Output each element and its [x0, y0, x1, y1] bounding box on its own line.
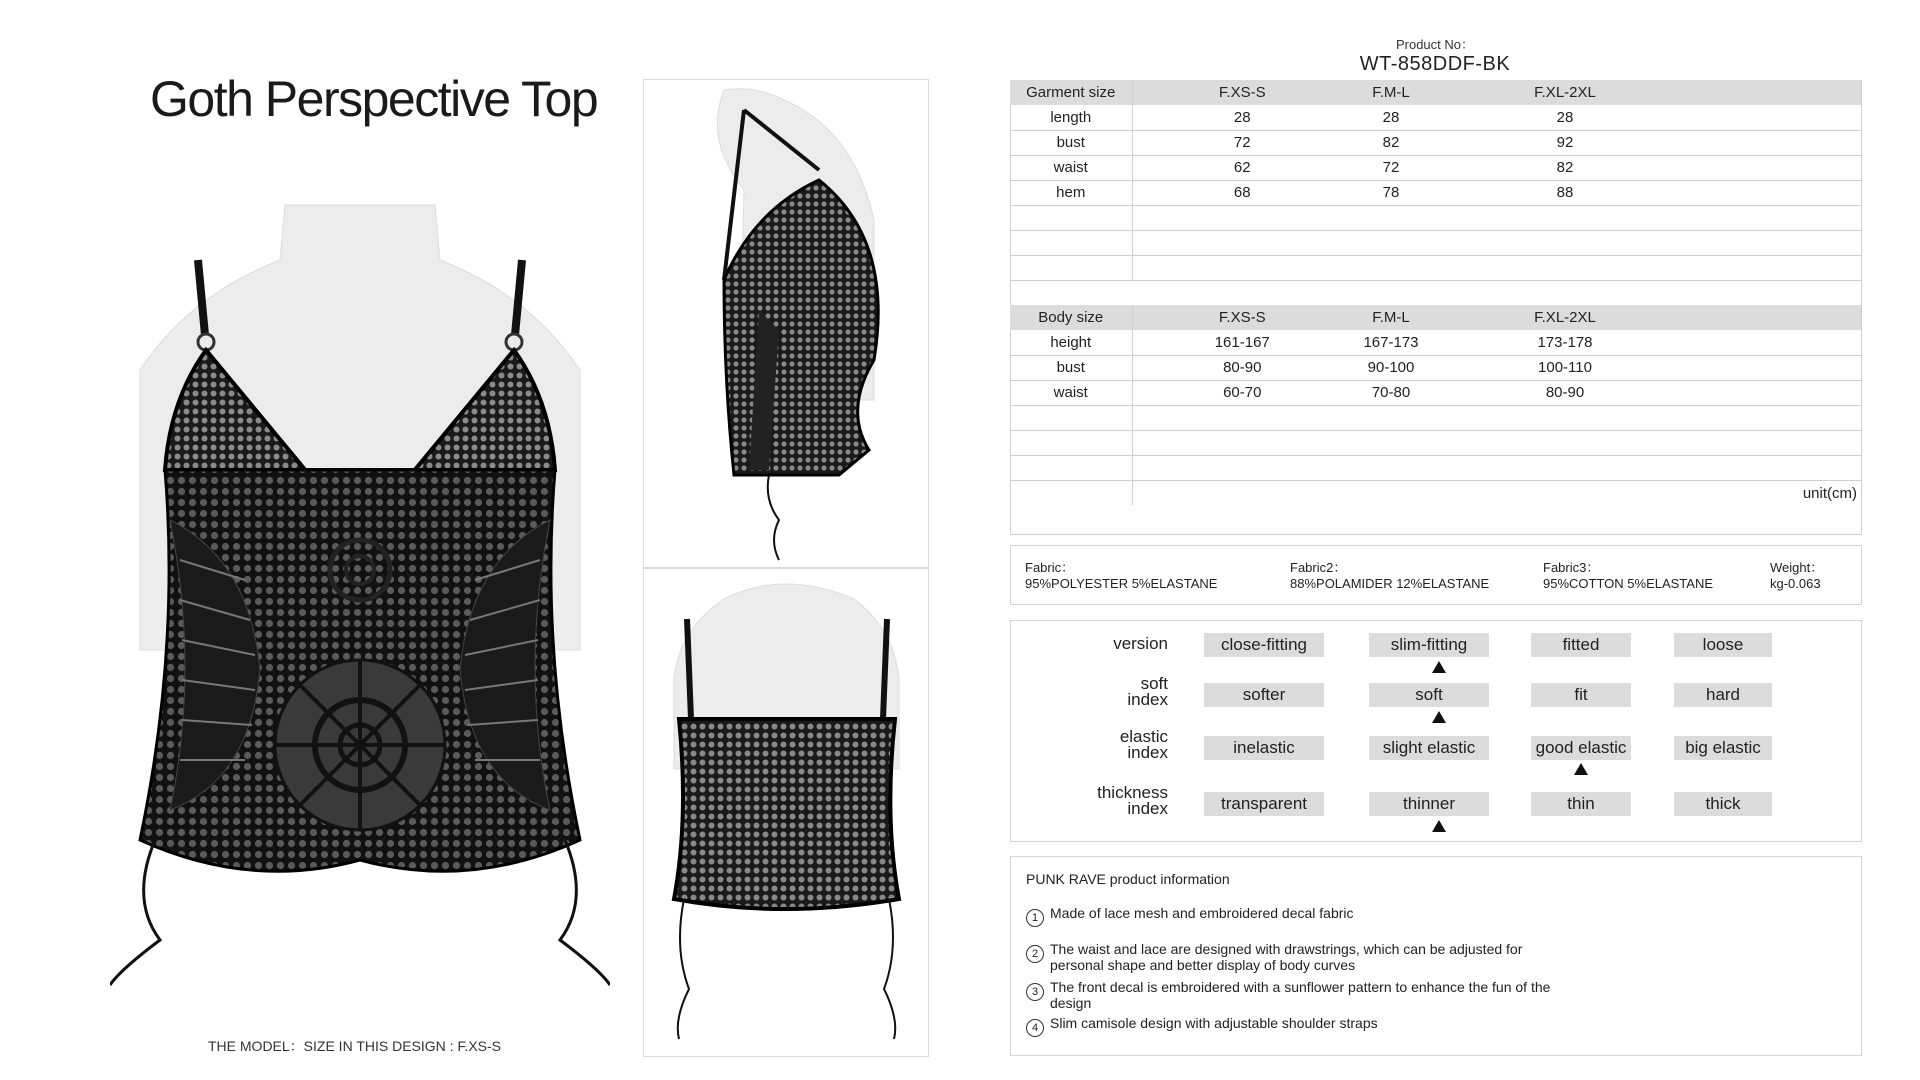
side-view-photo	[643, 79, 929, 568]
table-cell: 72	[1132, 130, 1352, 155]
table-cell: 100-110	[1430, 355, 1700, 380]
thickness-index-label: thickness index	[1097, 783, 1168, 818]
fabric-info	[1010, 545, 1862, 605]
table-row-empty	[1010, 230, 1861, 255]
table-row-empty	[1010, 205, 1861, 230]
circled-number: 4	[1026, 1019, 1044, 1037]
info-item-text: Slim camisole design with adjustable shoulder straps	[1050, 1015, 1378, 1031]
thickness-option: transparent	[1204, 792, 1324, 816]
soft-option: softer	[1204, 683, 1324, 707]
product-number-label: Product No：	[1395, 37, 1475, 52]
table-empty-cell	[1700, 380, 1861, 405]
table-cell: 78	[1352, 180, 1430, 205]
elastic-option: big elastic	[1674, 736, 1772, 760]
fabric-3	[1543, 560, 1713, 592]
main-product-photo	[110, 200, 610, 990]
table-cell: 82	[1352, 130, 1430, 155]
table-cell: 60-70	[1132, 380, 1352, 405]
fabric-label: Fabric2：	[1290, 560, 1347, 575]
table-empty-cell	[1700, 305, 1861, 330]
table-cell: height	[1010, 330, 1132, 355]
table-row	[1010, 330, 1861, 355]
table-empty-cell	[1700, 180, 1861, 205]
fabric-value: 95%POLYESTER 5%ELASTANE	[1025, 576, 1218, 591]
fabric-1	[1025, 560, 1217, 592]
info-title: PUNK RAVE product information	[1026, 871, 1230, 887]
table-cell: length	[1010, 105, 1132, 130]
product-info-panel	[1010, 856, 1862, 1056]
table-row	[1010, 380, 1861, 405]
table-header-cell: F.M-L	[1352, 305, 1430, 330]
table-cell: 28	[1352, 105, 1430, 130]
fabric-label: Fabric3：	[1543, 560, 1600, 575]
soft-index-label: soft index	[1127, 674, 1168, 709]
table-row	[1010, 130, 1861, 155]
info-item	[1026, 979, 1570, 1011]
product-number-value: WT-858DDF-BK	[1359, 53, 1511, 75]
table-row	[1010, 355, 1861, 380]
unit-label: unit(cm)	[1802, 485, 1857, 502]
table-cell: 62	[1132, 155, 1352, 180]
table-cell: 82	[1430, 155, 1700, 180]
fabric-2	[1290, 560, 1489, 592]
thickness-marker-icon	[1432, 820, 1446, 832]
info-item-text: Made of lace mesh and embroidered decal fabric	[1050, 905, 1354, 921]
table-row-empty	[1010, 455, 1861, 480]
table-header-cell: F.XS-S	[1132, 305, 1352, 330]
thickness-option: thinner	[1369, 792, 1489, 816]
fabric-label: Fabric：	[1025, 560, 1075, 575]
table-cell: bust	[1010, 130, 1132, 155]
version-label: version	[1113, 634, 1168, 653]
table-header-cell: Body size	[1010, 305, 1132, 330]
circled-number: 3	[1026, 983, 1044, 1001]
garment-size-table	[1010, 80, 1861, 281]
table-cell: 80-90	[1132, 355, 1352, 380]
thickness-option: thin	[1531, 792, 1631, 816]
info-item	[1026, 941, 1570, 973]
table-cell: 173-178	[1430, 330, 1700, 355]
table-row-empty	[1010, 405, 1861, 430]
info-item-text: The front decal is embroidered with a sunflower pattern to enhance the fun of the design	[1050, 979, 1551, 1011]
elastic-marker-icon	[1574, 763, 1588, 775]
table-empty-cell	[1700, 130, 1861, 155]
table-empty-cell	[1700, 355, 1861, 380]
thickness-option: thick	[1674, 792, 1772, 816]
table-row	[1010, 180, 1861, 205]
soft-marker-icon	[1432, 711, 1446, 723]
table-cell: 88	[1430, 180, 1700, 205]
garment-size-header-row	[1010, 80, 1861, 105]
info-item	[1026, 1015, 1378, 1037]
soft-option: hard	[1674, 683, 1772, 707]
elastic-option: inelastic	[1204, 736, 1324, 760]
elastic-option: good elastic	[1531, 736, 1631, 760]
table-row	[1010, 155, 1861, 180]
product-title: Goth Perspective Top	[150, 71, 598, 127]
table-cell: 70-80	[1352, 380, 1430, 405]
table-header-cell: Garment size	[1010, 80, 1132, 105]
back-view-photo	[643, 568, 929, 1057]
version-option: slim-fitting	[1369, 633, 1489, 657]
circled-number: 1	[1026, 909, 1044, 927]
table-header-cell: F.XS-S	[1132, 80, 1352, 105]
table-cell: bust	[1010, 355, 1132, 380]
table-empty-cell	[1700, 155, 1861, 180]
table-cell: 161-167	[1132, 330, 1352, 355]
info-item	[1026, 905, 1354, 927]
weight	[1770, 560, 1823, 592]
table-header-cell: F.XL-2XL	[1430, 80, 1700, 105]
table-cell: 28	[1132, 105, 1352, 130]
table-cell: 90-100	[1352, 355, 1430, 380]
fabric-value: 88%POLAMIDER 12%ELASTANE	[1290, 576, 1490, 591]
table-row-empty	[1010, 255, 1861, 280]
table-cell: 72	[1352, 155, 1430, 180]
weight-value: kg-0.063	[1770, 576, 1821, 591]
table-cell: 80-90	[1430, 380, 1700, 405]
product-number	[1330, 34, 1540, 76]
table-cell: 28	[1430, 105, 1700, 130]
fit-index-panel	[1010, 620, 1862, 842]
table-cell: hem	[1010, 180, 1132, 205]
table-row	[1010, 105, 1861, 130]
table-empty-cell	[1700, 330, 1861, 355]
table-cell: waist	[1010, 155, 1132, 180]
elastic-option: slight elastic	[1369, 736, 1489, 760]
table-header-cell: F.M-L	[1352, 80, 1430, 105]
version-marker-icon	[1432, 661, 1446, 673]
version-option: fitted	[1531, 633, 1631, 657]
table-cell: waist	[1010, 380, 1132, 405]
body-size-table	[1010, 305, 1861, 505]
version-option: close-fitting	[1204, 633, 1324, 657]
soft-option: fit	[1531, 683, 1631, 707]
table-empty-cell	[1700, 80, 1861, 105]
version-option: loose	[1674, 633, 1772, 657]
model-size-note: THE MODEL：SIZE IN THIS DESIGN : F.XS-S	[208, 1038, 502, 1054]
soft-option: soft	[1369, 683, 1489, 707]
table-row-empty	[1010, 430, 1861, 455]
elastic-index-label: elastic index	[1119, 727, 1168, 762]
table-cell: 167-173	[1352, 330, 1430, 355]
table-cell: 68	[1132, 180, 1352, 205]
weight-label: Weight：	[1770, 560, 1824, 575]
table-header-cell: F.XL-2XL	[1430, 305, 1700, 330]
fabric-value: 95%COTTON 5%ELASTANE	[1543, 576, 1714, 591]
table-cell: 92	[1430, 130, 1700, 155]
table-row-empty	[1010, 480, 1861, 505]
info-item-text: The waist and lace are designed with drawstrings, which can be adjusted for personal shape and better display of body curves	[1050, 941, 1523, 973]
table-empty-cell	[1700, 105, 1861, 130]
circled-number: 2	[1026, 945, 1044, 963]
body-size-header-row	[1010, 305, 1861, 330]
